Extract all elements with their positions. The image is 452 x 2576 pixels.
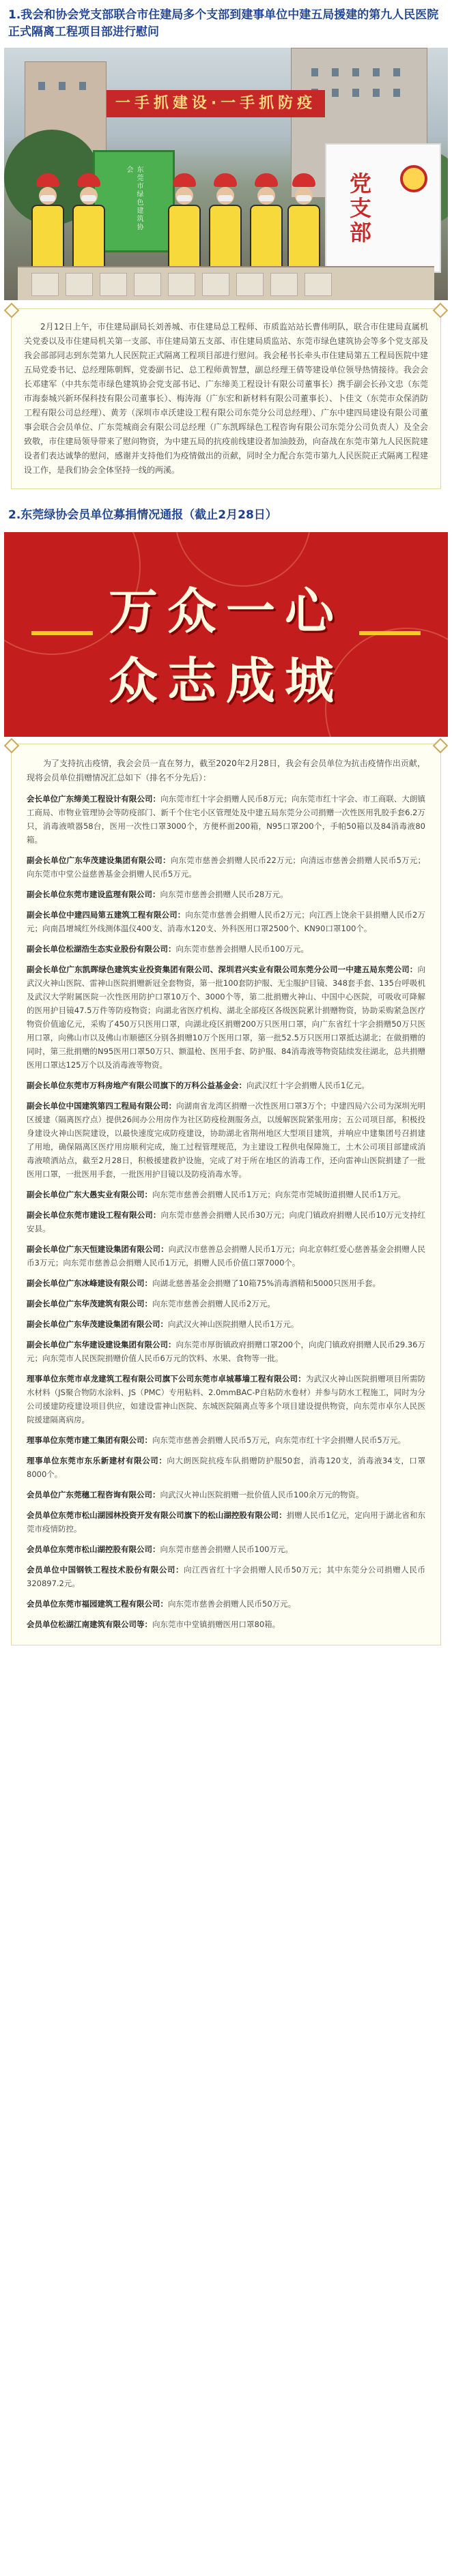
section1-text-panel (11, 308, 441, 489)
donation-detail: 向东莞市慈善会捐赠人民币50万元。 (168, 1599, 296, 1609)
donation-entry (27, 1433, 425, 1447)
section1-paragraph: 2月12日上午，市住建局副局长刘善城、市住建局总工程师、市质监站站长曹伟明队，联合市住建局直属机关党委以及市住建局机关第一支部、市住建局第五支部、市住建局质监站、东莞市绿色建筑协会等多个党支部及我会部部同志到东莞第九人民医院正式隔离工程项目部进行慰问。我会秘书长牵头市住建局第五工程局医院中建五局党委书记、总经理陈朝辉，党委副书记、总工程师黄智慧，副总经理王倩等建设单位领导热情接待。我会会长邓建军（中共东莞市绿色建筑协会党支部书记、广东缔美工程设计有限公司董事长）携手副会长孙文忠（东莞市海泰城兴新环保科技有限公司董事长）、梅涛海（广东宏和新材料有限公司董事长）、卜佳文（东莞市众保消防工程有限公司总经理）、黄芳（深圳市卓沃建设工程有限公司东莞分公司总经理）、广东中建四局建设有限公司董事会联合会员单位、广东莞城商会有限公司总经理（广东凯晖绿色工程咨询有限公司东莞分公司负责人）及全会致敬，市住建局领导带来了慰问物资，为中建五局的抗疫前线建设者加油鼓劲，向奋战在东莞市第九人民医院建设者们表达诚挚的慰问，感谢并支持他们为疫情做出的贡献，同时全力配合东莞市第九人民医院正式隔离工程建设工作，是我们协会全体坚持一线的两溪。 (24, 322, 428, 475)
donor-name: 副会长单位广东华茂建设集团有限公司： (27, 855, 171, 865)
donation-detail: 向武汉市慈善总会捐赠人民币1万元；向北京韩红爱心慈善基金会捐赠人民币3万元；向东莞市慈善总会捐赠人民币1万元，捐赠人民币价值口罩7000个。 (27, 1244, 425, 1268)
party-branch-flag (325, 143, 441, 273)
red-banner: 一手抓建设·一手抓防疫 (107, 90, 325, 117)
donation-entry (27, 888, 425, 901)
donor-name: 副会长单位广东华茂建筑有限公司： (27, 1299, 152, 1308)
donation-entry (27, 1079, 425, 1092)
donation-entry (27, 1317, 425, 1331)
donor-name: 理事单位东莞市卓龙建筑工程有限公司旗下公司东莞市卓城幕墙工程有限公司： (27, 1374, 306, 1384)
donor-name: 会员单位东莞市福园建筑工程有限公司： (27, 1599, 168, 1609)
donor-name: 副会长单位广东华茂建设集团有限公司： (27, 1319, 168, 1329)
slogan-line-2: 众志成城 (108, 652, 343, 709)
person (72, 173, 105, 280)
donation-entry (27, 963, 425, 1072)
donation-entry (27, 1454, 425, 1481)
donation-entry (27, 1597, 425, 1611)
donation-detail: 向东莞市慈善会捐赠人民币5万元，向东莞市红十字会捐赠人民币5万元。 (152, 1435, 406, 1445)
donor-name: 副会长单位东莞市建设监理有限公司： (27, 890, 160, 899)
donor-name: 会员单位广东莞穗工程咨询有限公司： (27, 1490, 160, 1499)
slogan-poster (4, 532, 448, 737)
donation-detail: 向东莞市慈善会捐赠人民币28万元。 (160, 890, 288, 899)
donor-name: 副会长单位东莞市万科房地产有限公司旗下的万科公益基金会： (27, 1081, 246, 1090)
donor-name: 副会长单位东莞市建设工程有限公司： (27, 1210, 161, 1220)
green-flag-text: 东莞市绿色建筑协会 (125, 166, 143, 231)
donation-list (11, 744, 441, 1645)
donor-name: 理事单位东莞市建工集团有限公司： (27, 1435, 152, 1445)
donation-detail: 向东莞市慈善会捐赠人民币100万元。 (160, 1545, 293, 1554)
donor-name: 会员单位中国钢铁工程技术股份有限公司： (27, 1565, 184, 1575)
person (287, 173, 320, 280)
donor-name: 副会长单位中国建筑第四工程局有限公司： (27, 1101, 177, 1111)
donation-detail: 向湖北慈善基金会捐赠了10箱75%消毒酒精和5000只医用手套。 (152, 1278, 380, 1288)
donation-entry (27, 1338, 425, 1365)
donor-name: 会员单位松湖江南建筑有限公司等： (27, 1620, 152, 1629)
donor-name: 副会长单位广东冰峰建设有限公司： (27, 1278, 152, 1288)
donation-detail: 向东莞市厚街镇政府捐赠口罩200个，向虎门镇政府捐赠人民币29.36万元；向东莞市人民医院捐赠价值人民币6万元的饮料、水果、食物等一批。 (27, 1340, 426, 1363)
donor-name: 会长单位广东缔美工程设计有限公司： (27, 794, 161, 804)
donation-entry (27, 1488, 425, 1502)
donation-entry (27, 1542, 425, 1556)
donation-detail: 捐赠人民币1亿元，定向用于湖北省和东莞市疫情防控。 (27, 1510, 425, 1534)
donor-name: 副会长单位中建四局第五建筑工程有限公司： (27, 910, 186, 920)
donation-detail: 向东莞市慈善会捐赠人民币30万元；向虎门镇政府捐赠人民币10万元支持红安县。 (27, 1210, 426, 1233)
donation-entry (27, 792, 425, 847)
donation-detail: 向武汉火神山医院、雷神山医院捐赠新冠全套物资，第一批100套防护服、无尘服护目镜、348套手套、135台呼吸机及武汉大学附属医院一次性医用防护口罩10万个、3000个等，第二批捐赠火神山、中国中心医院，可吸收可降解的医用护目镜47.5万件等防疫物资；向湖北省医疗机构、湖北全部疫区各级医院累计捐赠物资，协助采购紧急医疗物资价值逾亿元，采购了450万只医用口罩，向湖北疫区捐赠200万只医用口罩，向广东省红十字会捐赠50万只医用口罩，向佛山市以及佛山市顺德区分别各捐赠10万个医用口罩，第一批52.5万只医用口罩抵达湖北；在做捐赠的同时，第三批捐赠的N95医用口罩50万只、额温枪、医用手套、防护服、84消毒液等物资陆续发往湖北，总共捐赠医用口罩达125万个以及消毒液等物资。 (27, 965, 425, 1070)
donation-entries (27, 792, 425, 1631)
donation-entry (27, 1208, 425, 1235)
donation-detail: 向湖南省龙湾区捐赠一次性医用口罩3万个；中建四局六公司为深圳光明区援建（隔离医疗点）提供26间办公用房作为社区防疫检测服务点，以缓解医院紧张用房；五公司项目部，积极投身建设火神山医院建设，以最快速度完成防疫建设，协助湖北省荆州地区大型项目建筑，并响应中建集团号召捐建了用地，确保隔离区医疗用房顺利完成，施工过程管理规范，为主建设工程供电保障施工，土木公司项目部建成消毒液喷洒站点，截至2月28日，积极援建救护设施，完成了对于所在地区的消毒工作，还向雷神山医院捐建了一批医用口罩，一批医用手套，一批医用护目镜以及防疫消毒水等。 (27, 1101, 425, 1179)
party-emblem (400, 165, 427, 192)
donation-detail: 向大朗医院抗疫车队捐赠防护服50套，消毒120支，消毒液34支，口罩8000个。 (27, 1456, 426, 1479)
person (168, 173, 201, 280)
donation-entry (27, 1297, 425, 1311)
donation-detail: 向江西省红十字会捐赠人民币50万元；其中东莞分公司捐赠人民币320897.2元。 (27, 1565, 425, 1588)
donation-detail: 向东莞市红十字会捐赠人民币8万元；向东莞市红十字会、市工商联、大朗镇工商局、市物业管理协会等防疫部门、新千个住宅小区管理处及中建五局东莞分公司捐赠一次性医用乳胶手套6.2万只，消毒液喷器58台，医用一次性口罩3000个，方便杯面200箱，N95口罩200个，手帕50箱以及84消毒液80箱。 (27, 794, 425, 845)
donation-entry (27, 1618, 425, 1631)
donor-name: 副会长单位广东天恒建设集团有限公司： (27, 1244, 169, 1254)
donation-detail: 向武汉火神山医院捐赠一批价值人民币100余万元的物资。 (160, 1490, 364, 1499)
donation-entry (27, 1508, 425, 1536)
visit-photo (4, 48, 448, 300)
donation-detail: 向武汉火神山医院捐赠人民币1万元。 (168, 1319, 299, 1329)
donor-name: 副会长单位广东大愚实业有限公司： (27, 1190, 152, 1199)
slogan-line-1: 万众一心 (108, 583, 343, 640)
donation-detail: 向东莞市慈善会捐赠人民币2万元；向江西上饶余干县捐赠人民币2万元；向南昌增城红外线测体温仪400支、消毒水120支、外科医用口罩2500个、KN90口罩100个。 (27, 910, 425, 933)
donation-entry (27, 853, 425, 881)
donor-name: 副会长单位广东凯晖绿色建筑实业投资集团有限公司、深圳君兴实业有限公司东莞分公司一中建五局东莞公司： (27, 965, 418, 974)
donation-entry (27, 1372, 425, 1426)
green-flag (93, 150, 175, 252)
section1-title: 1.我会和协会党支部联合市住建局多个支部到建事单位中建五局援建的第九人民医院正式隔离工程项目部进行慰问 (8, 8, 439, 39)
donation-entry (27, 942, 425, 956)
donation-detail: 向东莞市中堂镇捐赠医用口罩80箱。 (152, 1620, 281, 1629)
donation-entry (27, 908, 425, 935)
donation-entry (27, 1242, 425, 1270)
donor-name: 会员单位东莞市松山湖控股有限公司： (27, 1545, 160, 1554)
donor-name: 副会长单位松湖浩生态实业股份有限公司： (27, 944, 176, 954)
party-branch-text: 党支部 (346, 172, 372, 246)
donation-detail: 向武汉红十字会捐赠人民币1亿元。 (246, 1081, 369, 1090)
donation-entry (27, 1563, 425, 1590)
donor-name: 理事单位东莞市东乐新建材有限公司： (27, 1456, 167, 1465)
donation-entry (27, 1188, 425, 1201)
person (31, 173, 64, 280)
donation-detail: 为武汉火神山医院捐赠项目所需防水材料（JS聚合物防水涂料、JS（PMC）专用粘料、2.0mmBAC-P自粘防水卷材）并参与防水工程施工，同时为分公司援建防疫建设项目供应，如建设雷神山医院、东城医院隔离点等多个项目建设提供物资，向东莞市卓尔人民医院援建隔离病房。 (27, 1374, 426, 1424)
donation-detail: 向东莞市慈善会捐赠人民币1万元；向东莞市莞城街道捐赠人民币1万元。 (152, 1190, 406, 1199)
donation-entry (27, 1276, 425, 1290)
donor-name: 副会长单位广东华建设建设集团有限公司： (27, 1340, 176, 1349)
donation-detail: 向东莞市慈善会捐赠人民币100万元。 (175, 944, 309, 954)
section2-title: 2.东莞绿协会员单位募捐情况通报（截止2月28日） (8, 508, 277, 522)
donation-entry (27, 1099, 425, 1181)
donation-detail: 向东莞市慈善会捐赠人民币22万元；向清远市慈善会捐赠人民币5万元；向东莞市中堂公益慈善基金会捐赠人民币5万元。 (27, 855, 426, 879)
person (209, 173, 242, 280)
donation-intro: 为了支持抗击疫情，我会会员一直在努力，截至2020年2月28日，我会有会员单位为抗击疫情作出贡献，现将会员单位捐赠情况汇总如下（排名不分先后）： (27, 759, 425, 782)
donor-name: 会员单位东莞市松山湖园林投资开发有限公司旗下的松山湖控股有限公司： (27, 1510, 287, 1520)
person (250, 173, 283, 280)
supply-boxes (18, 266, 434, 300)
donation-detail: 向东莞市慈善会捐赠人民币2万元。 (152, 1299, 275, 1308)
